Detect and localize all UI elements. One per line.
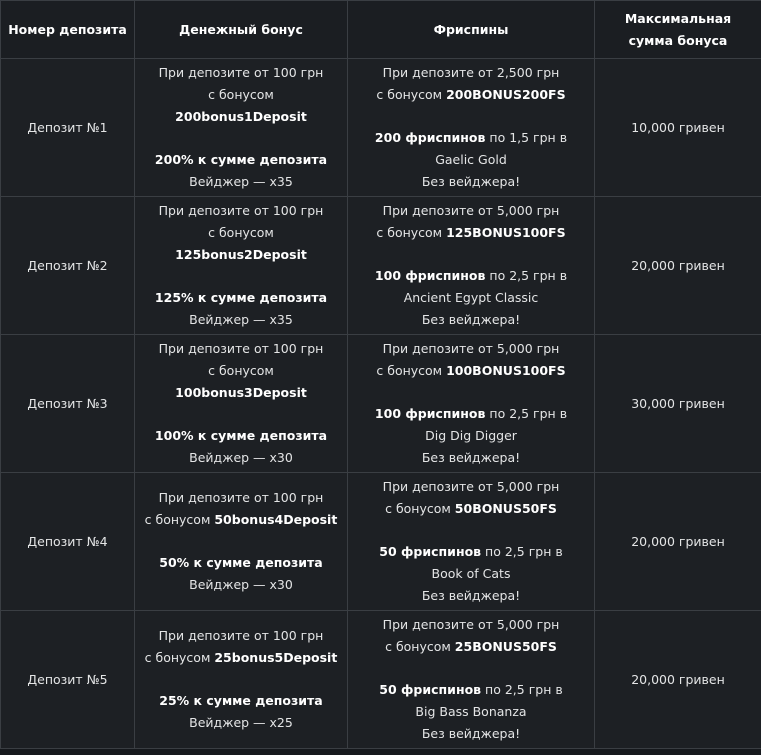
fs-spins-line: [354, 265, 588, 287]
fs-bonus-code: 100BONUS100FS: [446, 363, 566, 379]
fs-spins-line: [354, 679, 588, 701]
fs-bonus-code: 50BONUS50FS: [454, 501, 557, 517]
cash-wager: Вейджер — x25: [189, 715, 293, 731]
table-row: [1, 335, 761, 473]
fs-game-name: Book of Cats: [431, 566, 511, 582]
fs-spins-rate: по 2,5 грн в: [485, 268, 568, 284]
cash-code-line: [141, 647, 341, 669]
fs-bonus-code: 25BONUS50FS: [454, 639, 557, 655]
max-bonus-cell: [595, 335, 761, 473]
fs-spins-rate: по 2,5 грн в: [485, 406, 568, 422]
fs-code-prefix: с бонусом: [376, 363, 447, 379]
cash-code-line: [141, 222, 341, 265]
fs-game-name: Gaelic Gold: [435, 152, 507, 168]
fs-min-deposit: При депозите от 2,500 грн: [382, 65, 560, 81]
cash-code-line: [141, 509, 341, 531]
fs-no-wager: Без вейджера!: [421, 311, 521, 327]
deposit-number-cell: [1, 197, 135, 335]
cash-bonus-code: 100bonus3Deposit: [175, 384, 307, 400]
cash-bonus-cell: [135, 197, 348, 335]
free-spins-cell: [348, 611, 595, 749]
cash-wager: Вейджер — x30: [189, 577, 293, 593]
free-spins-cell: [348, 59, 595, 197]
cash-bonus-cell: [135, 611, 348, 749]
cash-percent: 50% к сумме депозита: [159, 555, 323, 571]
header-cash-bonus: Денежный бонус: [135, 1, 348, 59]
cash-bonus-cell: [135, 335, 348, 473]
fs-game-name: Dig Dig Digger: [425, 428, 517, 444]
max-bonus-cell: [595, 473, 761, 611]
cash-bonus-code: 25bonus5Deposit: [214, 649, 338, 665]
fs-bonus-code: 200BONUS200FS: [446, 87, 566, 103]
cash-code-prefix: с бонусом: [144, 511, 215, 527]
header-max-bonus: Максимальная сумма бонуса: [595, 1, 761, 59]
free-spins-cell: [348, 335, 595, 473]
fs-spins-count: 50 фриспинов: [379, 544, 482, 560]
cash-code-prefix: с бонусом: [208, 87, 274, 103]
deposit-label: Депозит №4: [27, 533, 108, 549]
deposit-number-cell: [1, 335, 135, 473]
cash-code-line: [141, 84, 341, 127]
cash-bonus-code: 50bonus4Deposit: [214, 511, 338, 527]
fs-no-wager: Без вейджера!: [421, 449, 521, 465]
max-bonus-value: 20,000 гривен: [631, 533, 725, 549]
deposit-number-cell: [1, 59, 135, 197]
cash-percent: 100% к сумме депозита: [154, 428, 328, 444]
cash-percent: 200% к сумме депозита: [154, 152, 328, 168]
fs-code-line: [354, 222, 588, 244]
max-bonus-cell: [595, 611, 761, 749]
cash-min-deposit: При депозите от 100 грн: [158, 628, 324, 644]
fs-spins-rate: по 2,5 грн в: [481, 682, 563, 698]
cash-wager: Вейджер — x30: [189, 449, 293, 465]
fs-code-line: [354, 360, 588, 382]
cash-min-deposit: При депозите от 100 грн: [158, 65, 324, 81]
table-row: [1, 59, 761, 197]
fs-min-deposit: При депозите от 5,000 грн: [382, 479, 560, 495]
max-bonus-value: 20,000 гривен: [631, 257, 725, 273]
fs-no-wager: Без вейджера!: [421, 725, 521, 741]
cash-percent: 25% к сумме депозита: [159, 693, 323, 709]
table-header-row: [1, 1, 761, 59]
header-deposit-number: Номер депозита: [1, 1, 135, 59]
cash-code-prefix: с бонусом: [208, 363, 274, 379]
fs-game-name: Big Bass Bonanza: [415, 704, 527, 720]
cash-code-prefix: с бонусом: [208, 225, 274, 241]
fs-code-prefix: с бонусом: [385, 501, 455, 517]
deposit-number-cell: [1, 473, 135, 611]
fs-min-deposit: При депозите от 5,000 грн: [382, 617, 560, 633]
fs-no-wager: Без вейджера!: [421, 173, 521, 189]
deposit-label: Депозит №3: [27, 395, 108, 411]
deposit-number-cell: [1, 611, 135, 749]
cash-bonus-code: 125bonus2Deposit: [175, 246, 307, 262]
fs-spins-count: 50 фриспинов: [379, 682, 482, 698]
fs-bonus-code: 125BONUS100FS: [446, 225, 566, 241]
fs-no-wager: Без вейджера!: [421, 587, 521, 603]
cash-percent: 125% к сумме депозита: [154, 290, 328, 306]
cash-min-deposit: При депозите от 100 грн: [158, 341, 324, 357]
fs-spins-line: [354, 403, 588, 425]
fs-min-deposit: При депозите от 5,000 грн: [382, 203, 560, 219]
fs-code-line: [354, 498, 588, 520]
fs-code-prefix: с бонусом: [385, 639, 455, 655]
max-bonus-cell: [595, 59, 761, 197]
max-bonus-value: 20,000 гривен: [631, 671, 725, 687]
cash-min-deposit: При депозите от 100 грн: [158, 490, 324, 506]
max-bonus-cell: [595, 197, 761, 335]
max-bonus-value: 10,000 гривен: [631, 119, 725, 135]
table-row: [1, 197, 761, 335]
fs-code-prefix: с бонусом: [376, 225, 447, 241]
cash-code-prefix: с бонусом: [144, 649, 215, 665]
header-free-spins: Фриспины: [348, 1, 595, 59]
free-spins-cell: [348, 473, 595, 611]
table-row: [1, 611, 761, 749]
deposit-label: Депозит №5: [27, 671, 108, 687]
fs-min-deposit: При депозите от 5,000 грн: [382, 341, 560, 357]
fs-spins-count: 100 фриспинов: [374, 268, 486, 284]
deposit-label: Депозит №2: [27, 257, 108, 273]
table-row: [1, 473, 761, 611]
cash-code-line: [141, 360, 341, 403]
cash-bonus-code: 200bonus1Deposit: [175, 108, 307, 124]
fs-spins-count: 200 фриспинов: [374, 130, 486, 146]
fs-code-line: [354, 636, 588, 658]
cash-bonus-cell: [135, 473, 348, 611]
fs-spins-rate: по 2,5 грн в: [481, 544, 563, 560]
cash-wager: Вейджер — x35: [189, 173, 293, 189]
fs-code-prefix: с бонусом: [376, 87, 447, 103]
free-spins-cell: [348, 197, 595, 335]
max-bonus-value: 30,000 гривен: [631, 395, 725, 411]
cash-wager: Вейджер — x35: [189, 311, 293, 327]
fs-spins-line: [354, 541, 588, 563]
cash-bonus-cell: [135, 59, 348, 197]
deposit-label: Депозит №1: [27, 119, 108, 135]
fs-spins-rate: по 1,5 грн в: [485, 130, 568, 146]
cash-min-deposit: При депозите от 100 грн: [158, 203, 324, 219]
fs-code-line: [354, 84, 588, 106]
fs-spins-line: [354, 127, 588, 149]
fs-game-name: Ancient Egypt Classic: [403, 290, 539, 306]
fs-spins-count: 100 фриспинов: [374, 406, 486, 422]
